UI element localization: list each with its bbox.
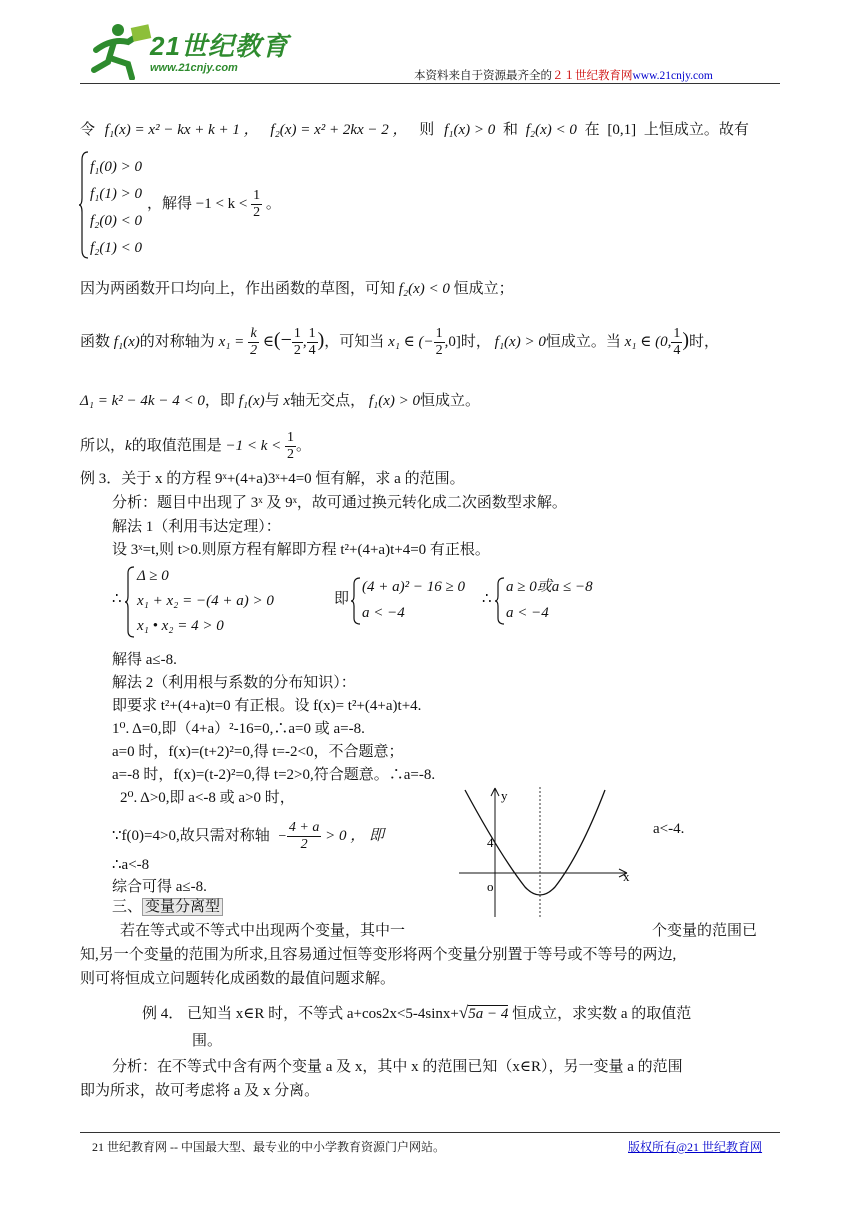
system1-row: f₁(1) > 0 <box>90 186 142 202</box>
section3-title: 变量分离型 <box>142 898 223 916</box>
systemC-row: a < −4 <box>506 605 549 621</box>
line-discriminant: Δ₁ = k² − 4k − 4 < 0，即 f₁(x)与 x轴无交点， f₁(x) > 0恒成立。 <box>80 393 480 409</box>
therefore-symbol: ∴ <box>482 591 492 607</box>
line-define-functions: 令 f₁(x) = x² − kx + k + 1 ， f₂(x) = x² + 2kx − 2 ， 则 f₁(x) > 0 和 f₂(x) < 0 在 [0,1] 上恒成立。故有 <box>80 122 749 138</box>
example4-analysis2: 即为所求，故可考虑将 a 及 x 分离。 <box>80 1083 320 1099</box>
systemA-row: x₁ + x₂ = −(4 + a) > 0 <box>137 593 274 609</box>
line-conclusion-k: 所以，k的取值范围是 −1 < k < $\frac{1}{2}$ 。 <box>80 430 311 462</box>
case1-line: 1⁰. Δ=0,即（4+a）²-16=0,∴a=0 或 a=-8. <box>112 721 365 737</box>
therefore-symbol: ∴ <box>112 591 122 607</box>
case-a-8: a=-8 时，f(x)=(t-2)²=0,得 t=2>0,符合题意。∴a=-8. <box>112 767 436 783</box>
example4-cont: 围。 <box>192 1033 223 1049</box>
parabola-curve <box>465 790 605 895</box>
site-logo <box>88 20 288 82</box>
left-brace <box>124 565 136 639</box>
systemB-row: (4 + a)² − 16 ≥ 0 <box>362 579 465 595</box>
example3-analysis: 分析：题目中出现了 3ˣ 及 9ˣ，故可通过换元转化成二次函数型求解。 <box>112 495 567 511</box>
method2-title: 解法 2（利用根与系数的分布知识）： <box>112 675 356 691</box>
conclusion2: 综合可得 a≤-8. <box>112 879 207 895</box>
left-brace <box>350 576 362 626</box>
y-label: y <box>501 788 508 803</box>
substitution-line: 设 3ˣ=t,则 t>0.则原方程有解即方程 t²+(4+a)t+4=0 有正根。 <box>112 542 490 558</box>
example4-statement: 例 4． 已知当 x∈R 时，不等式 a+cos2x<5-4sinx+√5a − 4 恒成立，求实数 a 的取值范 <box>142 1003 692 1022</box>
solution1: 解得 a≤-8. <box>112 652 177 668</box>
four-label: 4 <box>487 835 494 850</box>
logo-url: www.21cnjy.com <box>150 62 238 74</box>
system1-result: ，解得 −1 < k < $\frac{1}{2}$ 。 <box>147 188 281 220</box>
footer-rule <box>80 1132 780 1133</box>
example3-title: 例 3．关于 x 的方程 9ˣ+(4+a)3ˣ+4=0 恒有解，求 a 的范围。 <box>80 471 465 487</box>
method1-title: 解法 1（利用韦达定理）： <box>112 519 281 535</box>
line-open-upward: 因为两函数开口均向上，作出函数的草图，可知 f₂(x) < 0 恒成立； <box>80 281 514 297</box>
ji-label: 即 <box>334 591 350 607</box>
system1-row: f₁(0) > 0 <box>90 159 142 175</box>
example4-analysis1: 分析：在不等式中含有两个变量 a 及 x，其中 x 的范围已知（x∈R），另一变量 a 的范围 <box>112 1059 683 1075</box>
footer-copyright-link[interactable]: 版权所有@21 世纪教育网 <box>628 1140 763 1154</box>
source-site[interactable]: ２１世纪教育网 <box>552 70 633 82</box>
case2-line: 2⁰. Δ>0,即 a<-8 或 a>0 时， <box>120 790 295 806</box>
section3-p1a: 若在等式或不等式中出现两个变量，其中一 <box>120 923 406 939</box>
origin-label: o <box>487 879 494 894</box>
parabola-sketch <box>455 785 655 920</box>
section3-p2: 知,另一个变量的范围为所求,且容易通过恒等变形将两个变量分别置于等号或不等号的两边, <box>80 947 677 963</box>
header-source: 本资料来自于资源最齐全的２１世纪教育网www.21cnjy.com <box>414 70 713 82</box>
section3-p1b: 个变量的范围已 <box>652 923 758 939</box>
systemB-row: a < −4 <box>362 605 405 621</box>
footer-left: 21 世纪教育网 -- 中国最大型、最专业的中小学教育资源门户网站。 <box>92 1140 445 1154</box>
symmetry-condition: ∵f(0)=4>0,故只需对称轴 − $\frac{4 + a}{2}$ > 0 ， 即 <box>112 820 384 852</box>
method2-want: 即要求 t²+(4+a)t=0 有正根。设 f(x)= t²+(4+a)t+4. <box>112 698 422 714</box>
systemA-row: x₁ • x₂ = 4 > 0 <box>137 618 224 634</box>
systemC-row: a ≥ 0或a ≤ −8 <box>506 579 593 595</box>
section3-heading: 三、 变量分离型 <box>112 898 223 916</box>
system1-row: f₂(0) < 0 <box>90 213 142 229</box>
line-symmetry-axis: 函数 f₁(x)的对称轴为 x₁ = $\frac{k}{2}$ ∈(− $\frac{1}{2}$ , $\frac{1}{4}$ )，可知当 x₁ ∈ (− $\frac{1}{2}$ ,0]时， f₁(x) > 0恒成立。当 x₁ ∈ (0, $\frac{1}{4}$ )时， <box>80 326 720 358</box>
conclusion1: ∴a<-8 <box>112 857 150 873</box>
case-a0: a=0 时，f(x)=(t+2)²=0,得 t=-2<0，不合题意； <box>112 744 404 760</box>
logo-brand: 21世纪教育 <box>150 31 289 61</box>
left-brace <box>494 576 506 626</box>
left-brace <box>78 150 90 260</box>
section3-p3: 则可将恒成立问题转化成函数的最值问题求解。 <box>80 971 396 987</box>
source-url[interactable]: www.21cnjy.com <box>632 70 713 82</box>
x-label: x <box>623 869 630 884</box>
condition-result: a<-4. <box>653 821 685 837</box>
systemA-row: Δ ≥ 0 <box>137 568 169 584</box>
header-rule <box>80 83 780 84</box>
running-man-logo-icon <box>88 20 152 80</box>
system1-row: f₂(1) < 0 <box>90 240 142 256</box>
